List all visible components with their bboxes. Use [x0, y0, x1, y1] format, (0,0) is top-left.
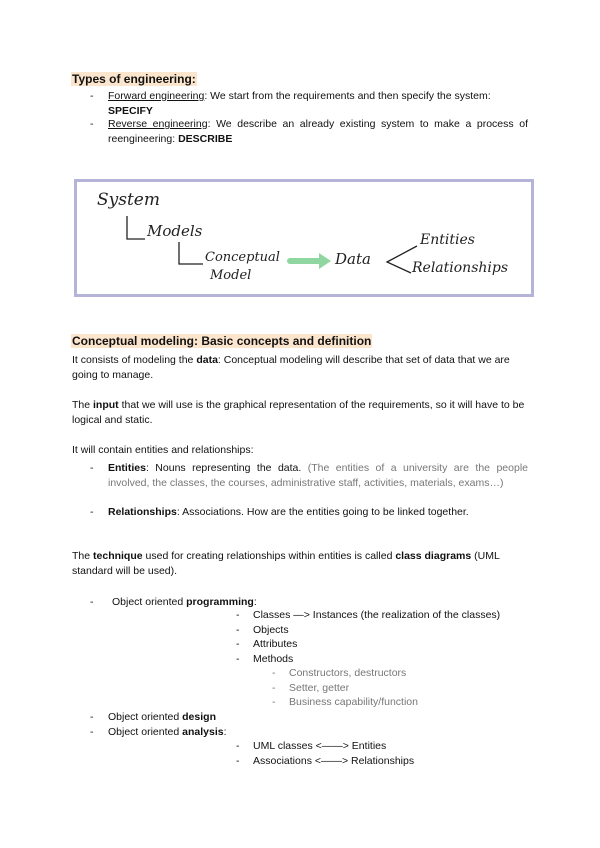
text: Object oriented	[112, 596, 187, 608]
text: :	[253, 596, 257, 608]
example-text: (The entities of a university are the people involved, the classes, the courses, administrative staff, activities, materials, exams…)	[108, 462, 528, 489]
bullet-dash: -	[236, 740, 240, 752]
bullet-dash: -	[236, 624, 240, 636]
strong-describe: DESCRIBE	[178, 133, 233, 145]
bullet-dash: -	[236, 638, 240, 650]
text: (UML standard will be used).	[72, 550, 500, 577]
bold-design: design	[182, 711, 216, 723]
handwritten-entities: Entities	[420, 232, 475, 248]
handwritten-relationships: Relationships	[412, 260, 509, 276]
term-forward-engineering: Forward engineering	[108, 90, 205, 102]
text: Object oriented	[108, 726, 183, 738]
bold-input: input	[93, 399, 119, 411]
section-heading-types: Types of engineering:	[72, 72, 196, 86]
bullet-dash: -	[272, 696, 276, 708]
bullet-dash: -	[90, 596, 94, 608]
list-item-classes: Classes —> Instances (the realization of the classes)	[253, 609, 501, 621]
tree-connector	[127, 216, 145, 239]
handwritten-data: Data	[335, 250, 371, 268]
list-item-reverse	[108, 117, 528, 147]
bold-data: data	[196, 354, 218, 366]
item-text: : We start from the requirements and then specify the system:	[204, 90, 491, 102]
list-item-analysis	[108, 725, 227, 740]
list-item-objects: Objects	[253, 624, 289, 636]
bullet-dash: -	[90, 462, 94, 474]
bold-analysis: analysis	[182, 726, 224, 738]
strong-specify: SPECIFY	[108, 105, 153, 117]
list-item-entities	[108, 461, 528, 491]
handwritten-system: System	[97, 190, 160, 210]
term-entities: Entities	[108, 462, 146, 474]
list-item-setter-getter: Setter, getter	[289, 682, 350, 694]
paragraph-technique	[72, 549, 528, 579]
bold-programming: programming	[186, 596, 254, 608]
item-text: : We describe an already existing system to make a process of reengineering:	[108, 118, 528, 145]
bullet-dash: -	[90, 90, 94, 102]
bullet-dash: -	[236, 609, 240, 621]
term-reverse-engineering: Reverse engineering	[108, 118, 208, 130]
term-relationships: Relationships	[108, 506, 177, 518]
list-item-design	[108, 710, 216, 725]
paragraph-contains: It will contain entities and relationships:	[72, 444, 254, 456]
list-item-programming	[112, 595, 257, 610]
list-item-associations: Associations <——> Relationships	[253, 755, 415, 767]
list-item-forward	[108, 89, 528, 119]
text: : Nouns representing the data.	[145, 462, 308, 474]
handwritten-model: Model	[210, 268, 252, 283]
text: : Conceptual modeling will describe that set of data that we are going to manage.	[72, 354, 510, 381]
bullet-dash: -	[236, 653, 240, 665]
handwritten-diagram	[74, 179, 534, 297]
bullet-dash: -	[90, 118, 94, 130]
list-item-constructors: Constructors, destructors	[289, 667, 407, 679]
tree-connector	[179, 242, 203, 264]
list-item-methods: Methods	[253, 653, 294, 665]
paragraph-input	[72, 398, 528, 428]
bullet-dash: -	[90, 711, 94, 723]
section-heading-conceptual: Conceptual modeling: Basic concepts and definition	[72, 334, 372, 348]
text: It consists of modeling the	[72, 354, 197, 366]
bullet-dash: -	[236, 755, 240, 767]
list-item-uml-classes: UML classes <——> Entities	[253, 740, 387, 752]
text: The	[72, 399, 94, 411]
list-item-relationships	[108, 505, 528, 520]
list-item-business: Business capability/function	[289, 696, 418, 708]
bullet-dash: -	[90, 726, 94, 738]
handwritten-conceptual: Conceptual	[205, 250, 280, 265]
paragraph-data	[72, 353, 528, 383]
bold-class-diagrams: class diagrams	[395, 550, 472, 562]
list-item-attributes: Attributes	[253, 638, 298, 650]
text: :	[223, 726, 227, 738]
text: used for creating relationships within entities is called	[142, 550, 396, 562]
text: : Associations. How are the entities going to be linked together.	[176, 506, 469, 518]
arrow-head	[319, 253, 331, 269]
bullet-dash: -	[272, 682, 276, 694]
text: Object oriented	[108, 711, 183, 723]
bold-technique: technique	[93, 550, 143, 562]
bullet-dash: -	[272, 667, 276, 679]
text: that we will use is the graphical representation of the requirements, so it will have to be logical and static.	[72, 399, 525, 426]
bullet-dash: -	[90, 506, 94, 518]
text: The	[72, 550, 94, 562]
handwritten-models: Models	[147, 222, 203, 240]
